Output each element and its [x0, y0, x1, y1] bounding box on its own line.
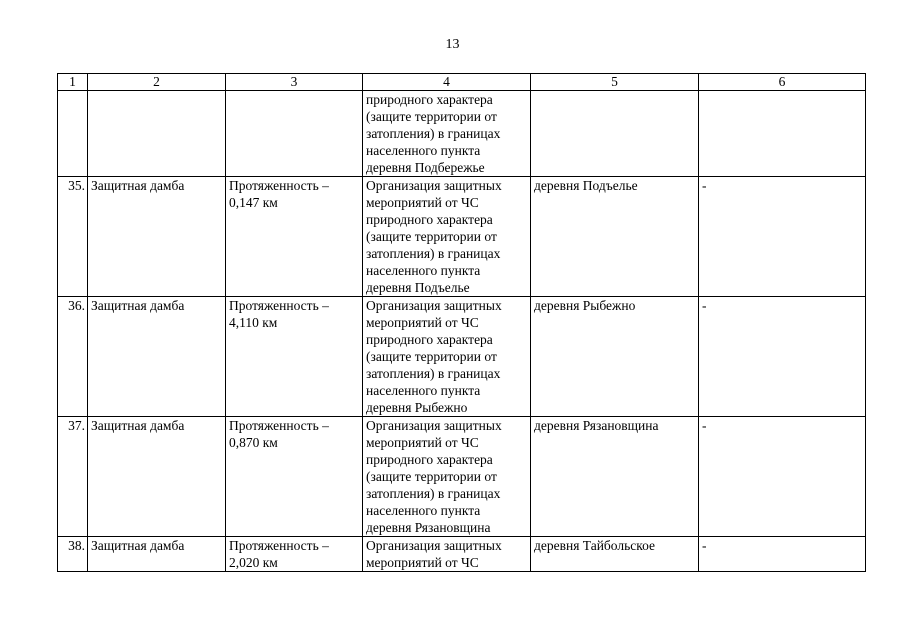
objects-table	[57, 73, 866, 572]
object-purpose: Организация защитных мероприятий от ЧС	[363, 537, 531, 572]
object-zone: -	[699, 297, 866, 417]
object-location: деревня Тайбольское	[531, 537, 699, 572]
column-header-6: 6	[699, 74, 866, 91]
object-purpose: Организация защитных мероприятий от ЧС природного характера (защите территории от затопления) в границах населенного пункта деревня Рыбежно	[363, 297, 531, 417]
object-zone: -	[699, 417, 866, 537]
object-characteristics: Протяженность – 4,110 км	[226, 297, 363, 417]
row-number: 37.	[58, 417, 88, 537]
object-characteristics	[226, 91, 363, 177]
object-zone: -	[699, 537, 866, 572]
column-header-3: 3	[226, 74, 363, 91]
table-row	[58, 297, 866, 417]
row-number: 36.	[58, 297, 88, 417]
object-purpose: Организация защитных мероприятий от ЧС природного характера (защите территории от затопления) в границах населенного пункта деревня Рязановщина	[363, 417, 531, 537]
object-name: Защитная дамба	[88, 537, 226, 572]
object-characteristics: Протяженность – 0,870 км	[226, 417, 363, 537]
page-number: 13	[445, 37, 460, 52]
column-header-5: 5	[531, 74, 699, 91]
object-location: деревня Рязановщина	[531, 417, 699, 537]
object-zone: -	[699, 177, 866, 297]
object-name: Защитная дамба	[88, 297, 226, 417]
object-characteristics: Протяженность – 0,147 км	[226, 177, 363, 297]
row-number	[58, 91, 88, 177]
table-row	[58, 417, 866, 537]
table-header-row	[58, 74, 866, 91]
table-row	[58, 537, 866, 572]
object-name: Защитная дамба	[88, 417, 226, 537]
object-purpose: Организация защитных мероприятий от ЧС природного характера (защите территории от затопления) в границах населенного пункта деревня Подъелье	[363, 177, 531, 297]
row-number: 35.	[58, 177, 88, 297]
table-row	[58, 177, 866, 297]
object-purpose: природного характера (защите территории от затопления) в границах населенного пункта деревня Подбережье	[363, 91, 531, 177]
object-location: деревня Подъелье	[531, 177, 699, 297]
column-header-1: 1	[58, 74, 88, 91]
column-header-2: 2	[88, 74, 226, 91]
object-name	[88, 91, 226, 177]
row-number: 38.	[58, 537, 88, 572]
table-row	[58, 91, 866, 177]
object-characteristics: Протяженность – 2,020 км	[226, 537, 363, 572]
object-location	[531, 91, 699, 177]
object-zone	[699, 91, 866, 177]
column-header-4: 4	[363, 74, 531, 91]
object-name: Защитная дамба	[88, 177, 226, 297]
object-location: деревня Рыбежно	[531, 297, 699, 417]
